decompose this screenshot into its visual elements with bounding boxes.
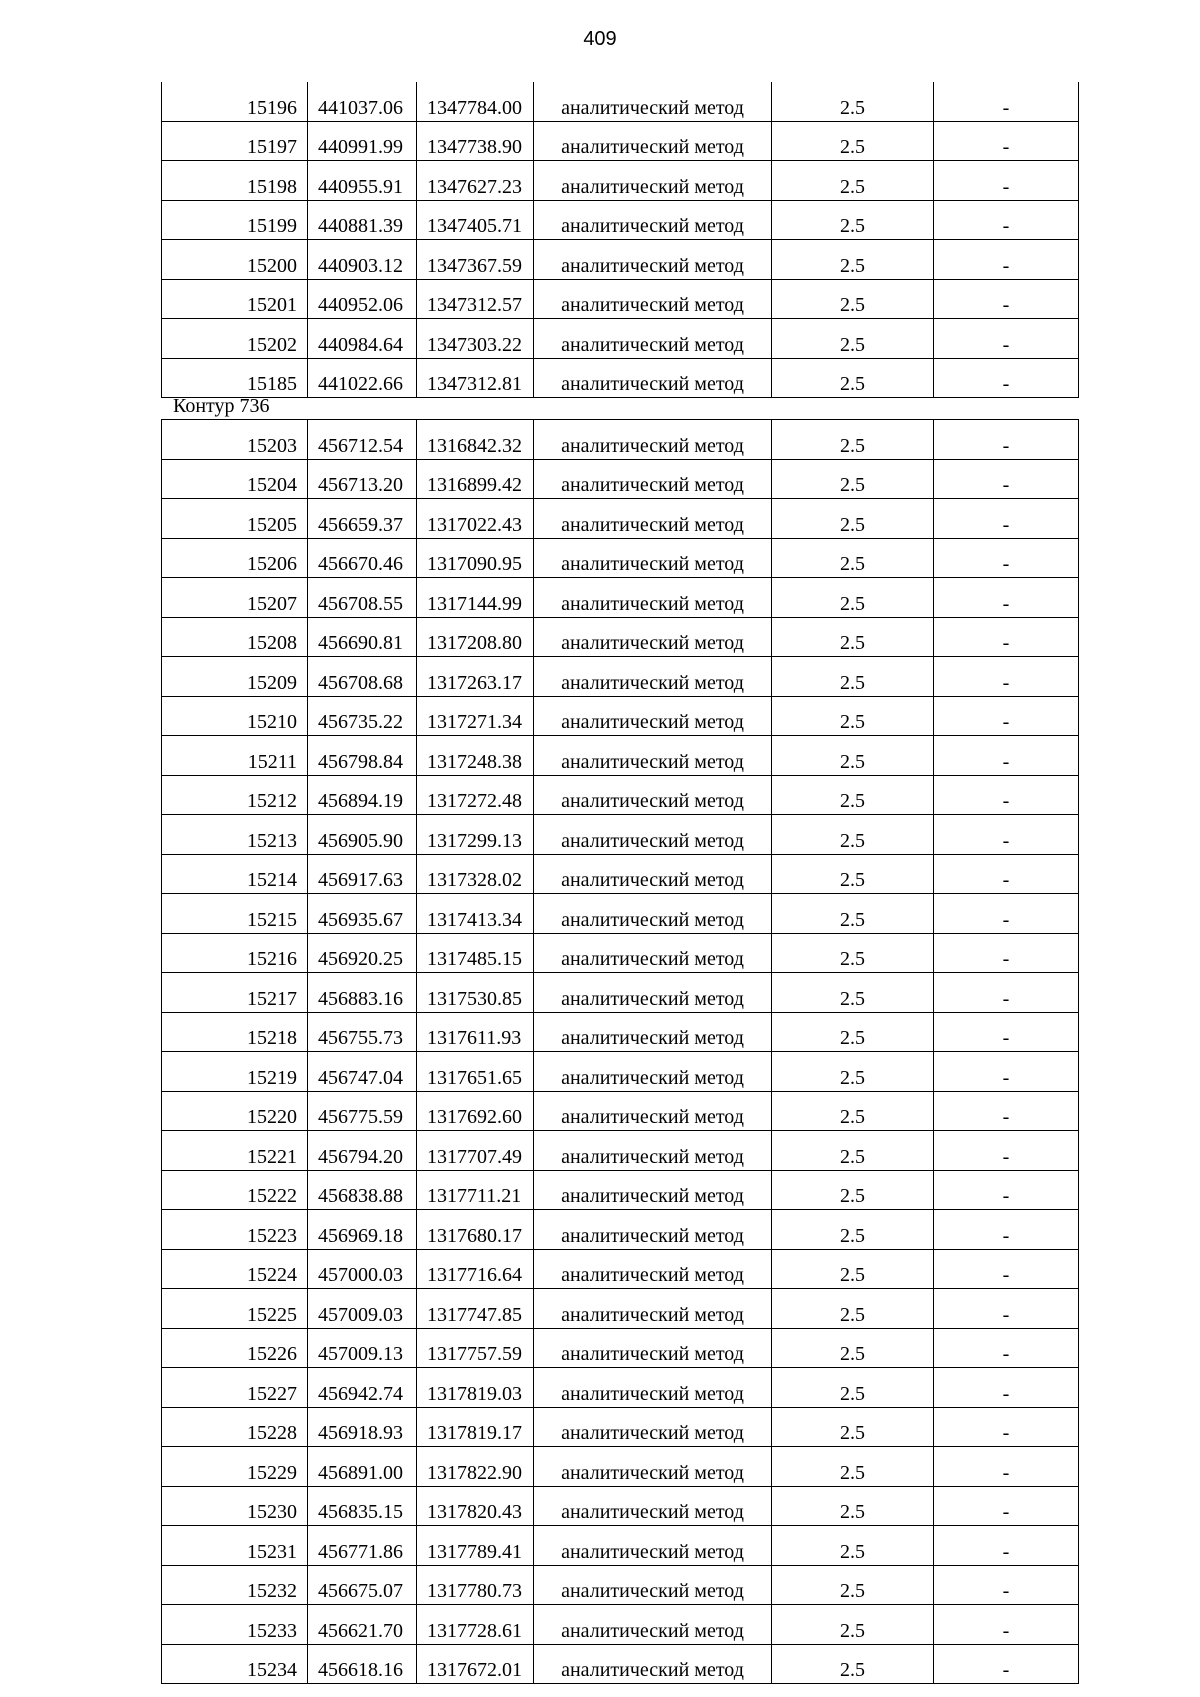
point-id-cell: 15222 [162, 1170, 308, 1210]
note-cell: - [934, 1052, 1079, 1092]
error-cell: 2.5 [772, 854, 934, 894]
error-cell: 2.5 [772, 1644, 934, 1684]
note-cell: - [934, 1526, 1079, 1566]
error-cell: 2.5 [772, 1289, 934, 1329]
note-cell: - [934, 499, 1079, 539]
error-cell: 2.5 [772, 1526, 934, 1566]
table-row [162, 1012, 1079, 1052]
note-cell: - [934, 1210, 1079, 1250]
x-coordinate-cell: 456712.54 [308, 420, 417, 460]
y-coordinate-cell: 1317692.60 [417, 1091, 534, 1131]
point-id-cell: 15228 [162, 1407, 308, 1447]
error-cell: 2.5 [772, 82, 934, 121]
note-cell: - [934, 459, 1079, 499]
x-coordinate-cell: 456835.15 [308, 1486, 417, 1526]
x-coordinate-cell: 456894.19 [308, 775, 417, 815]
error-cell: 2.5 [772, 1407, 934, 1447]
y-coordinate-cell: 1317248.38 [417, 736, 534, 776]
y-coordinate-cell: 1317611.93 [417, 1012, 534, 1052]
point-id-cell: 15224 [162, 1249, 308, 1289]
point-id-cell: 15206 [162, 538, 308, 578]
note-cell: - [934, 894, 1079, 934]
method-cell: аналитический метод [534, 1170, 772, 1210]
x-coordinate-cell: 456690.81 [308, 617, 417, 657]
table-row [162, 1407, 1079, 1447]
method-cell: аналитический метод [534, 420, 772, 460]
table-row [162, 1486, 1079, 1526]
note-cell: - [934, 420, 1079, 460]
error-cell: 2.5 [772, 578, 934, 618]
table-row [162, 1565, 1079, 1605]
y-coordinate-cell: 1317711.21 [417, 1170, 534, 1210]
x-coordinate-cell: 456798.84 [308, 736, 417, 776]
note-cell: - [934, 82, 1079, 121]
table-row [162, 319, 1079, 359]
note-cell: - [934, 200, 1079, 240]
method-cell: аналитический метод [534, 240, 772, 280]
point-id-cell: 15231 [162, 1526, 308, 1566]
y-coordinate-cell: 1317328.02 [417, 854, 534, 894]
method-cell: аналитический метод [534, 775, 772, 815]
point-id-cell: 15201 [162, 279, 308, 319]
point-id-cell: 15213 [162, 815, 308, 855]
error-cell: 2.5 [772, 1328, 934, 1368]
y-coordinate-cell: 1317680.17 [417, 1210, 534, 1250]
x-coordinate-cell: 440903.12 [308, 240, 417, 280]
x-coordinate-cell: 457009.03 [308, 1289, 417, 1329]
error-cell: 2.5 [772, 894, 934, 934]
contour-title: Контур 736 [173, 395, 270, 417]
note-cell: - [934, 1447, 1079, 1487]
method-cell: аналитический метод [534, 1486, 772, 1526]
error-cell: 2.5 [772, 617, 934, 657]
point-id-cell: 15229 [162, 1447, 308, 1487]
page-number: 409 [583, 28, 617, 50]
note-cell: - [934, 538, 1079, 578]
error-cell: 2.5 [772, 1249, 934, 1289]
table-row [162, 1091, 1079, 1131]
table-row [162, 200, 1079, 240]
note-cell: - [934, 161, 1079, 201]
note-cell: - [934, 1091, 1079, 1131]
table-row [162, 1328, 1079, 1368]
table-row [162, 1447, 1079, 1487]
note-cell: - [934, 121, 1079, 161]
table-row [162, 815, 1079, 855]
method-cell: аналитический метод [534, 894, 772, 934]
error-cell: 2.5 [772, 775, 934, 815]
table-row [162, 279, 1079, 319]
note-cell: - [934, 1486, 1079, 1526]
error-cell: 2.5 [772, 1012, 934, 1052]
x-coordinate-cell: 456747.04 [308, 1052, 417, 1092]
note-cell: - [934, 358, 1079, 398]
y-coordinate-cell: 1317728.61 [417, 1605, 534, 1645]
point-id-cell: 15211 [162, 736, 308, 776]
point-id-cell: 15230 [162, 1486, 308, 1526]
method-cell: аналитический метод [534, 121, 772, 161]
x-coordinate-cell: 456918.93 [308, 1407, 417, 1447]
method-cell: аналитический метод [534, 1605, 772, 1645]
x-coordinate-cell: 456969.18 [308, 1210, 417, 1250]
point-id-cell: 15216 [162, 933, 308, 973]
point-id-cell: 15219 [162, 1052, 308, 1092]
table-row [162, 696, 1079, 736]
method-cell: аналитический метод [534, 319, 772, 359]
x-coordinate-cell: 456621.70 [308, 1605, 417, 1645]
x-coordinate-cell: 457009.13 [308, 1328, 417, 1368]
x-coordinate-cell: 456618.16 [308, 1644, 417, 1684]
table-row [162, 538, 1079, 578]
point-id-cell: 15197 [162, 121, 308, 161]
coordinates-table-continued [161, 82, 1079, 398]
table-row [162, 973, 1079, 1013]
method-cell: аналитический метод [534, 1644, 772, 1684]
error-cell: 2.5 [772, 358, 934, 398]
point-id-cell: 15185 [162, 358, 308, 398]
method-cell: аналитический метод [534, 459, 772, 499]
x-coordinate-cell: 456670.46 [308, 538, 417, 578]
point-id-cell: 15210 [162, 696, 308, 736]
table-row [162, 933, 1079, 973]
table-row [162, 854, 1079, 894]
method-cell: аналитический метод [534, 696, 772, 736]
point-id-cell: 15212 [162, 775, 308, 815]
x-coordinate-cell: 440881.39 [308, 200, 417, 240]
method-cell: аналитический метод [534, 815, 772, 855]
point-id-cell: 15209 [162, 657, 308, 697]
y-coordinate-cell: 1316899.42 [417, 459, 534, 499]
point-id-cell: 15203 [162, 420, 308, 460]
point-id-cell: 15234 [162, 1644, 308, 1684]
error-cell: 2.5 [772, 815, 934, 855]
error-cell: 2.5 [772, 121, 934, 161]
note-cell: - [934, 933, 1079, 973]
table-row [162, 775, 1079, 815]
x-coordinate-cell: 456708.68 [308, 657, 417, 697]
point-id-cell: 15199 [162, 200, 308, 240]
note-cell: - [934, 696, 1079, 736]
method-cell: аналитический метод [534, 1012, 772, 1052]
y-coordinate-cell: 1317263.17 [417, 657, 534, 697]
note-cell: - [934, 815, 1079, 855]
y-coordinate-cell: 1347367.59 [417, 240, 534, 280]
table-row [162, 1368, 1079, 1408]
note-cell: - [934, 1131, 1079, 1171]
y-coordinate-cell: 1347627.23 [417, 161, 534, 201]
method-cell: аналитический метод [534, 499, 772, 539]
point-id-cell: 15232 [162, 1565, 308, 1605]
y-coordinate-cell: 1347738.90 [417, 121, 534, 161]
table-row [162, 459, 1079, 499]
error-cell: 2.5 [772, 499, 934, 539]
error-cell: 2.5 [772, 279, 934, 319]
method-cell: аналитический метод [534, 358, 772, 398]
error-cell: 2.5 [772, 1052, 934, 1092]
x-coordinate-cell: 456935.67 [308, 894, 417, 934]
x-coordinate-cell: 456659.37 [308, 499, 417, 539]
error-cell: 2.5 [772, 319, 934, 359]
x-coordinate-cell: 456771.86 [308, 1526, 417, 1566]
error-cell: 2.5 [772, 1486, 934, 1526]
table-row [162, 617, 1079, 657]
y-coordinate-cell: 1317716.64 [417, 1249, 534, 1289]
y-coordinate-cell: 1317757.59 [417, 1328, 534, 1368]
x-coordinate-cell: 440952.06 [308, 279, 417, 319]
method-cell: аналитический метод [534, 736, 772, 776]
x-coordinate-cell: 441022.66 [308, 358, 417, 398]
method-cell: аналитический метод [534, 1091, 772, 1131]
note-cell: - [934, 578, 1079, 618]
point-id-cell: 15204 [162, 459, 308, 499]
table-row [162, 736, 1079, 776]
error-cell: 2.5 [772, 1605, 934, 1645]
table-row [162, 657, 1079, 697]
method-cell: аналитический метод [534, 657, 772, 697]
table-row [162, 1131, 1079, 1171]
table-row [162, 240, 1079, 280]
x-coordinate-cell: 440984.64 [308, 319, 417, 359]
x-coordinate-cell: 457000.03 [308, 1249, 417, 1289]
note-cell: - [934, 973, 1079, 1013]
point-id-cell: 15221 [162, 1131, 308, 1171]
point-id-cell: 15198 [162, 161, 308, 201]
method-cell: аналитический метод [534, 854, 772, 894]
error-cell: 2.5 [772, 1565, 934, 1605]
method-cell: аналитический метод [534, 82, 772, 121]
note-cell: - [934, 1012, 1079, 1052]
point-id-cell: 15205 [162, 499, 308, 539]
table-row [162, 1289, 1079, 1329]
error-cell: 2.5 [772, 1368, 934, 1408]
coordinates-table-contour [161, 419, 1079, 1684]
error-cell: 2.5 [772, 538, 934, 578]
note-cell: - [934, 240, 1079, 280]
error-cell: 2.5 [772, 1091, 934, 1131]
error-cell: 2.5 [772, 736, 934, 776]
note-cell: - [934, 775, 1079, 815]
method-cell: аналитический метод [534, 973, 772, 1013]
method-cell: аналитический метод [534, 933, 772, 973]
method-cell: аналитический метод [534, 1249, 772, 1289]
note-cell: - [934, 854, 1079, 894]
method-cell: аналитический метод [534, 1052, 772, 1092]
y-coordinate-cell: 1316842.32 [417, 420, 534, 460]
point-id-cell: 15226 [162, 1328, 308, 1368]
y-coordinate-cell: 1317822.90 [417, 1447, 534, 1487]
x-coordinate-cell: 456891.00 [308, 1447, 417, 1487]
x-coordinate-cell: 456675.07 [308, 1565, 417, 1605]
y-coordinate-cell: 1317271.34 [417, 696, 534, 736]
table-row [162, 358, 1079, 398]
y-coordinate-cell: 1317651.65 [417, 1052, 534, 1092]
method-cell: аналитический метод [534, 1526, 772, 1566]
point-id-cell: 15208 [162, 617, 308, 657]
y-coordinate-cell: 1317530.85 [417, 973, 534, 1013]
error-cell: 2.5 [772, 933, 934, 973]
table-row [162, 1644, 1079, 1684]
table-row [162, 1170, 1079, 1210]
error-cell: 2.5 [772, 240, 934, 280]
y-coordinate-cell: 1317485.15 [417, 933, 534, 973]
y-coordinate-cell: 1317413.34 [417, 894, 534, 934]
point-id-cell: 15233 [162, 1605, 308, 1645]
table-row [162, 1526, 1079, 1566]
point-id-cell: 15196 [162, 82, 308, 121]
error-cell: 2.5 [772, 1447, 934, 1487]
table-row [162, 1052, 1079, 1092]
x-coordinate-cell: 456735.22 [308, 696, 417, 736]
table-row [162, 82, 1079, 121]
y-coordinate-cell: 1317672.01 [417, 1644, 534, 1684]
x-coordinate-cell: 441037.06 [308, 82, 417, 121]
error-cell: 2.5 [772, 696, 934, 736]
table-row [162, 420, 1079, 460]
method-cell: аналитический метод [534, 538, 772, 578]
note-cell: - [934, 617, 1079, 657]
y-coordinate-cell: 1347312.81 [417, 358, 534, 398]
x-coordinate-cell: 440955.91 [308, 161, 417, 201]
y-coordinate-cell: 1317707.49 [417, 1131, 534, 1171]
point-id-cell: 15214 [162, 854, 308, 894]
method-cell: аналитический метод [534, 1328, 772, 1368]
x-coordinate-cell: 440991.99 [308, 121, 417, 161]
note-cell: - [934, 1249, 1079, 1289]
x-coordinate-cell: 456755.73 [308, 1012, 417, 1052]
x-coordinate-cell: 456920.25 [308, 933, 417, 973]
note-cell: - [934, 736, 1079, 776]
x-coordinate-cell: 456942.74 [308, 1368, 417, 1408]
point-id-cell: 15217 [162, 973, 308, 1013]
table-row [162, 1249, 1079, 1289]
table-row [162, 161, 1079, 201]
point-id-cell: 15218 [162, 1012, 308, 1052]
table-row [162, 1605, 1079, 1645]
method-cell: аналитический метод [534, 617, 772, 657]
y-coordinate-cell: 1317144.99 [417, 578, 534, 618]
method-cell: аналитический метод [534, 1407, 772, 1447]
x-coordinate-cell: 456708.55 [308, 578, 417, 618]
y-coordinate-cell: 1317272.48 [417, 775, 534, 815]
error-cell: 2.5 [772, 200, 934, 240]
table-row [162, 578, 1079, 618]
x-coordinate-cell: 456838.88 [308, 1170, 417, 1210]
y-coordinate-cell: 1317789.41 [417, 1526, 534, 1566]
method-cell: аналитический метод [534, 200, 772, 240]
table-row [162, 121, 1079, 161]
error-cell: 2.5 [772, 459, 934, 499]
method-cell: аналитический метод [534, 1289, 772, 1329]
method-cell: аналитический метод [534, 578, 772, 618]
y-coordinate-cell: 1347303.22 [417, 319, 534, 359]
point-id-cell: 15227 [162, 1368, 308, 1408]
x-coordinate-cell: 456883.16 [308, 973, 417, 1013]
note-cell: - [934, 1644, 1079, 1684]
point-id-cell: 15207 [162, 578, 308, 618]
y-coordinate-cell: 1317299.13 [417, 815, 534, 855]
point-id-cell: 15215 [162, 894, 308, 934]
note-cell: - [934, 657, 1079, 697]
method-cell: аналитический метод [534, 1565, 772, 1605]
point-id-cell: 15202 [162, 319, 308, 359]
x-coordinate-cell: 456917.63 [308, 854, 417, 894]
method-cell: аналитический метод [534, 161, 772, 201]
error-cell: 2.5 [772, 1210, 934, 1250]
x-coordinate-cell: 456713.20 [308, 459, 417, 499]
note-cell: - [934, 1328, 1079, 1368]
method-cell: аналитический метод [534, 1131, 772, 1171]
x-coordinate-cell: 456794.20 [308, 1131, 417, 1171]
method-cell: аналитический метод [534, 279, 772, 319]
table-row [162, 894, 1079, 934]
y-coordinate-cell: 1317819.17 [417, 1407, 534, 1447]
error-cell: 2.5 [772, 973, 934, 1013]
method-cell: аналитический метод [534, 1447, 772, 1487]
y-coordinate-cell: 1317090.95 [417, 538, 534, 578]
point-id-cell: 15225 [162, 1289, 308, 1329]
y-coordinate-cell: 1317208.80 [417, 617, 534, 657]
note-cell: - [934, 1407, 1079, 1447]
note-cell: - [934, 319, 1079, 359]
y-coordinate-cell: 1317820.43 [417, 1486, 534, 1526]
x-coordinate-cell: 456905.90 [308, 815, 417, 855]
y-coordinate-cell: 1347784.00 [417, 82, 534, 121]
method-cell: аналитический метод [534, 1210, 772, 1250]
note-cell: - [934, 1605, 1079, 1645]
method-cell: аналитический метод [534, 1368, 772, 1408]
note-cell: - [934, 1289, 1079, 1329]
y-coordinate-cell: 1317819.03 [417, 1368, 534, 1408]
error-cell: 2.5 [772, 1131, 934, 1171]
error-cell: 2.5 [772, 1170, 934, 1210]
note-cell: - [934, 1368, 1079, 1408]
y-coordinate-cell: 1317780.73 [417, 1565, 534, 1605]
y-coordinate-cell: 1347405.71 [417, 200, 534, 240]
point-id-cell: 15220 [162, 1091, 308, 1131]
note-cell: - [934, 1170, 1079, 1210]
table-row [162, 1210, 1079, 1250]
error-cell: 2.5 [772, 161, 934, 201]
note-cell: - [934, 279, 1079, 319]
point-id-cell: 15200 [162, 240, 308, 280]
y-coordinate-cell: 1317022.43 [417, 499, 534, 539]
x-coordinate-cell: 456775.59 [308, 1091, 417, 1131]
note-cell: - [934, 1565, 1079, 1605]
table-row [162, 499, 1079, 539]
y-coordinate-cell: 1347312.57 [417, 279, 534, 319]
error-cell: 2.5 [772, 420, 934, 460]
y-coordinate-cell: 1317747.85 [417, 1289, 534, 1329]
point-id-cell: 15223 [162, 1210, 308, 1250]
error-cell: 2.5 [772, 657, 934, 697]
